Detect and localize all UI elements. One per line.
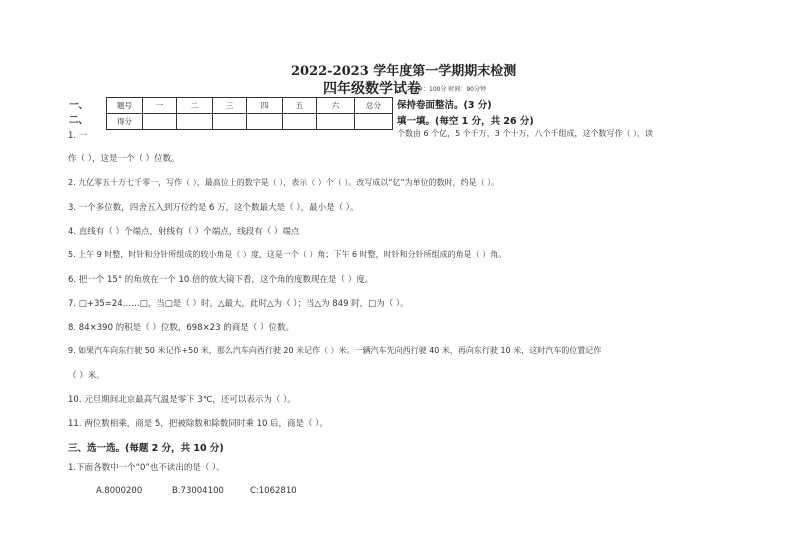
score-table: [106, 97, 393, 130]
score-row-label: 得分: [107, 114, 143, 130]
question-1-start: 1. 一: [68, 131, 88, 141]
question-6: 6. 把一个 15° 的角放在一个 10 倍的放大镜下看，这个角的度数现在是（ ）度。: [68, 275, 374, 285]
question-2: 2. 九亿零五十万七千零一，写作（ ），最高位上的数字是（ ），表示（ ）个（ ）。改写成以“亿”为单位的数时，约是（ ）。: [68, 178, 500, 187]
score-info: 总分：100分 时间：90分钟: [411, 86, 486, 93]
score-table-cell: 总分: [355, 98, 393, 114]
score-table-cell: 二: [177, 98, 213, 114]
option-c[interactable]: C:1062810: [250, 486, 297, 496]
score-table-score-row: [107, 114, 393, 130]
score-input-cell[interactable]: [247, 114, 283, 130]
question-9-continued: （ ）米。: [68, 371, 105, 381]
section-3-question-1: 1.下面各数中一个“0”也不读出的是（ ）。: [68, 463, 225, 473]
question-4: 4. 直线有（ ）个端点，射线有（ ）个端点，线段有（ ）端点: [68, 227, 300, 237]
option-a[interactable]: A.8000200: [96, 486, 143, 496]
score-input-cell[interactable]: [317, 114, 355, 130]
option-b[interactable]: B.73004100: [172, 486, 224, 496]
question-5: 5. 上午 9 时整，时针和分针所组成的较小角是（ ）度，这是一个（ ）角；下午 6 时整，时针和分针所组成的角是（ ）角。: [68, 250, 507, 259]
exam-title: 2022-2023 学年度第一学期期末检测: [291, 64, 517, 79]
exam-subtitle: 四年级数学试卷: [323, 81, 421, 97]
question-7: 7. □+35=24……□，当□是（ ）时，△最大，此时△为（ ）；当△为 849 时，□为（ ）。: [68, 299, 409, 309]
question-1-text: 个数由 6 个亿，5 个千万，3 个十万，八个千组成，这个数写作（ ），读: [397, 129, 653, 138]
section-1-title: 保持卷面整洁。(3 分): [397, 100, 492, 111]
score-table-cell: 五: [283, 98, 317, 114]
score-input-cell[interactable]: [213, 114, 247, 130]
section-2-marker: 二、: [69, 115, 89, 126]
score-table-cell: 一: [143, 98, 177, 114]
question-10: 10. 元旦期间北京最高气温是零下 3℃，还可以表示为（ ）。: [68, 395, 296, 405]
score-table-cell: 三: [213, 98, 247, 114]
question-8: 8. 84×390 的积是（ ）位数，698×23 的商是（ ）位数。: [68, 323, 294, 333]
score-input-cell[interactable]: [143, 114, 177, 130]
question-11: 11. 两位数相乘，商是 5，把被除数和除数同时乘 10 后，商是（ ）。: [68, 419, 329, 429]
score-table-cell: 四: [247, 98, 283, 114]
score-input-cell[interactable]: [355, 114, 393, 130]
score-table-cell: 六: [317, 98, 355, 114]
score-table-cell: 题号: [107, 98, 143, 114]
question-3: 3. 一个多位数，四舍五入到万位约是 6 万，这个数最大是（ ），最小是（ ）。: [68, 203, 359, 213]
section-1-marker: 一、: [69, 100, 89, 111]
score-table-header-row: [107, 98, 393, 114]
section-2-title: 填一填。(每空 1 分，共 26 分): [397, 116, 534, 127]
question-9: 9. 如果汽车向东行驶 50 米记作+50 米，那么汽车向西行驶 20 米记作（ ）米。一辆汽车先向西行驶 40 米，再向东行驶 10 米，这时汽车的位置记作: [68, 346, 602, 355]
section-3-title: 三、选一选。(每题 2 分，共 10 分): [68, 443, 224, 454]
question-1-continued: 作（ ），这是一个（ ）位数。: [68, 154, 180, 164]
score-input-cell[interactable]: [283, 114, 317, 130]
score-input-cell[interactable]: [177, 114, 213, 130]
